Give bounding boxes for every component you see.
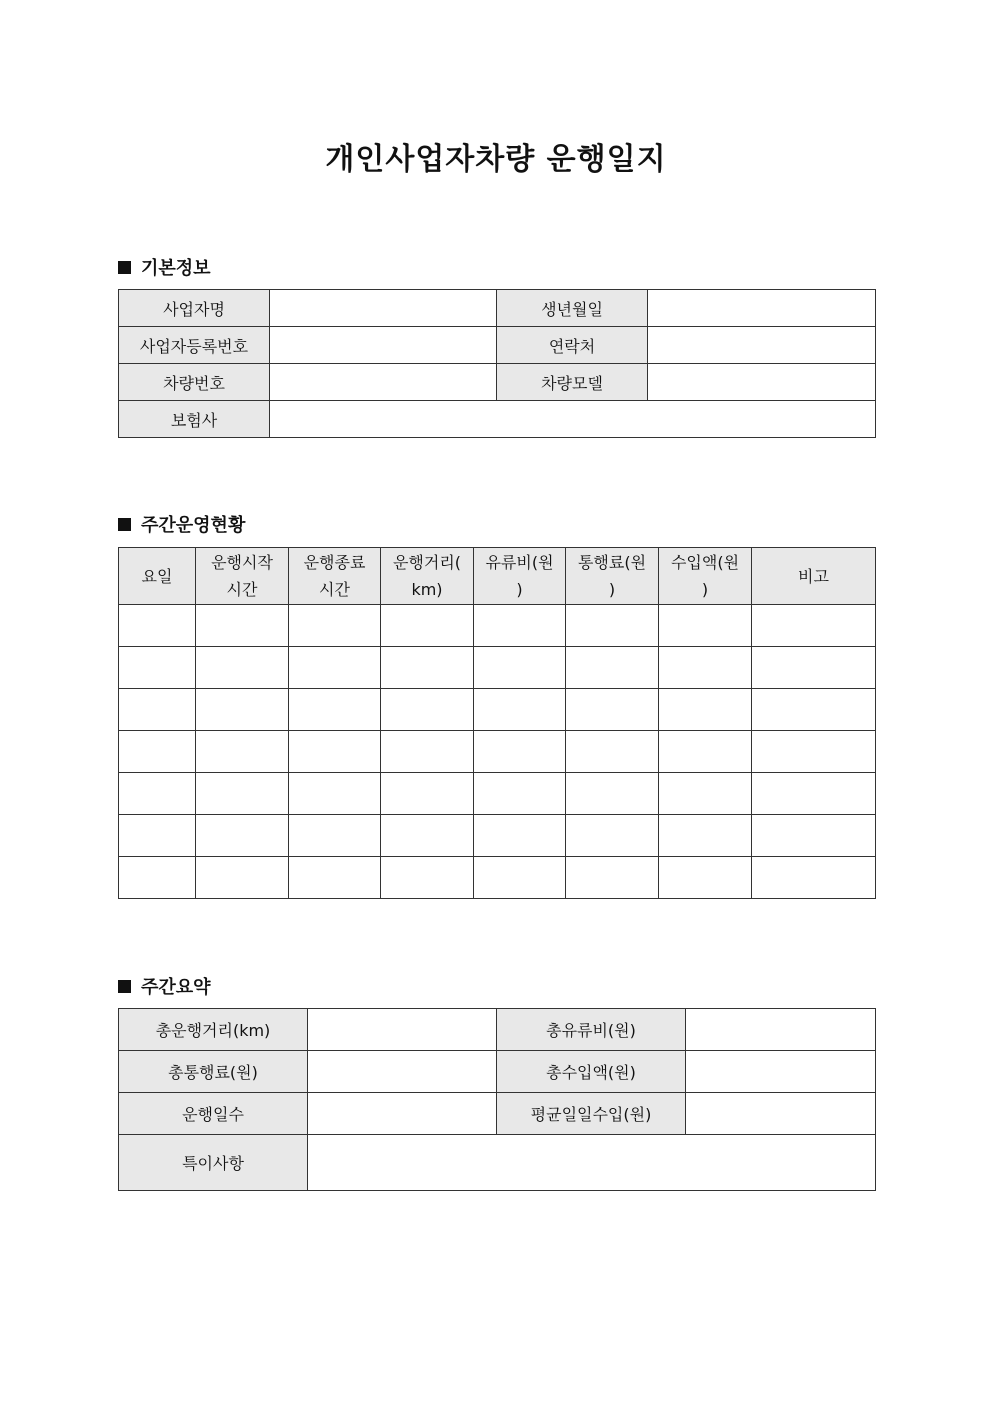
header-text: 운행거리( — [392, 553, 462, 572]
table-row — [119, 773, 876, 815]
weekly-entry-cell[interactable] — [659, 857, 752, 899]
label-reg-number: 사업자등록번호 — [119, 327, 270, 364]
business-name-field[interactable] — [270, 290, 497, 327]
weekly-entry-cell[interactable] — [474, 605, 566, 647]
header-text: ) — [701, 580, 709, 599]
weekly-summary-table — [118, 1008, 876, 1191]
square-bullet-icon — [118, 518, 131, 531]
weekly-header-cell — [196, 548, 289, 605]
weekly-entry-cell[interactable] — [196, 605, 289, 647]
header-text: ) — [608, 580, 616, 599]
total-distance-field[interactable] — [308, 1009, 497, 1051]
weekly-header-cell — [752, 548, 876, 605]
weekly-entry-cell[interactable] — [119, 689, 196, 731]
label-total-income: 총수입액(원) — [497, 1051, 686, 1093]
weekly-entry-cell[interactable] — [752, 647, 876, 689]
label-car-number: 차량번호 — [119, 364, 270, 401]
weekly-entry-cell[interactable] — [752, 857, 876, 899]
header-text: 유류비(원 — [485, 553, 554, 572]
section-title: 주간요약 — [141, 977, 211, 998]
weekly-entry-cell[interactable] — [752, 689, 876, 731]
square-bullet-icon — [118, 261, 131, 274]
total-fuel-field[interactable] — [686, 1009, 876, 1051]
weekly-entry-cell[interactable] — [119, 773, 196, 815]
table-row — [119, 689, 876, 731]
car-model-field[interactable] — [648, 364, 876, 401]
header-text: 통행료(원 — [577, 553, 647, 572]
label-remarks: 특이사항 — [119, 1135, 308, 1191]
weekly-entry-cell[interactable] — [289, 731, 381, 773]
total-toll-field[interactable] — [308, 1051, 497, 1093]
weekly-entry-cell[interactable] — [659, 689, 752, 731]
weekly-entry-cell[interactable] — [659, 773, 752, 815]
weekly-entry-cell[interactable] — [196, 731, 289, 773]
weekly-entry-cell[interactable] — [474, 647, 566, 689]
weekly-entry-cell[interactable] — [289, 857, 381, 899]
reg-number-field[interactable] — [270, 327, 497, 364]
label-contact: 연락처 — [497, 327, 648, 364]
weekly-header-cell — [566, 548, 659, 605]
header-text: ) — [516, 580, 523, 599]
weekly-entry-cell[interactable] — [196, 857, 289, 899]
weekly-entry-cell[interactable] — [566, 773, 659, 815]
weekly-entry-cell[interactable] — [381, 731, 474, 773]
table-row — [119, 605, 876, 647]
header-text: 운행종료 — [303, 553, 366, 572]
weekly-header-cell — [381, 548, 474, 605]
weekly-entry-cell[interactable] — [119, 647, 196, 689]
birth-date-field[interactable] — [648, 290, 876, 327]
contact-field[interactable] — [648, 327, 876, 364]
header-text: 비고 — [798, 566, 829, 586]
label-total-distance: 총운행거리(km) — [119, 1009, 308, 1051]
weekly-entry-cell[interactable] — [289, 815, 381, 857]
weekly-entry-cell[interactable] — [474, 815, 566, 857]
weekly-entry-cell[interactable] — [659, 647, 752, 689]
header-text: 시간 — [319, 580, 350, 599]
weekly-entry-cell[interactable] — [659, 605, 752, 647]
weekly-entry-cell[interactable] — [381, 773, 474, 815]
remarks-field[interactable] — [308, 1135, 876, 1191]
page-title: 개인사업자차량 운행일지 — [325, 142, 667, 177]
table-row — [119, 647, 876, 689]
car-number-field[interactable] — [270, 364, 497, 401]
weekly-entry-cell[interactable] — [659, 731, 752, 773]
section-heading-weekly — [118, 511, 245, 537]
weekly-entry-cell[interactable] — [289, 689, 381, 731]
section-heading-summary — [118, 973, 211, 999]
label-avg-daily-income: 평균일일수입(원) — [497, 1093, 686, 1135]
weekly-entry-cell[interactable] — [196, 689, 289, 731]
weekly-entry-cell[interactable] — [474, 857, 566, 899]
weekly-entry-cell[interactable] — [119, 815, 196, 857]
driving-days-field[interactable] — [308, 1093, 497, 1135]
weekly-entry-cell[interactable] — [474, 773, 566, 815]
weekly-entry-cell[interactable] — [381, 647, 474, 689]
basic-info-table — [118, 289, 876, 438]
weekly-entry-cell[interactable] — [119, 731, 196, 773]
weekly-operation-table — [118, 547, 876, 899]
square-bullet-icon — [118, 980, 131, 993]
weekly-header-cell — [289, 548, 381, 605]
weekly-header-cell — [119, 548, 196, 605]
weekly-entry-cell[interactable] — [566, 647, 659, 689]
weekly-entry-cell[interactable] — [196, 647, 289, 689]
weekly-entry-cell[interactable] — [196, 815, 289, 857]
weekly-entry-cell[interactable] — [381, 689, 474, 731]
weekly-entry-cell[interactable] — [381, 857, 474, 899]
weekly-entry-cell[interactable] — [752, 815, 876, 857]
header-text: 운행시작 — [211, 553, 273, 572]
weekly-entry-cell[interactable] — [566, 857, 659, 899]
weekly-entry-cell[interactable] — [381, 815, 474, 857]
weekly-entry-cell[interactable] — [289, 773, 381, 815]
header-text: 수입액(원 — [670, 553, 740, 572]
weekly-entry-cell[interactable] — [752, 731, 876, 773]
weekly-header-cell — [659, 548, 752, 605]
label-total-fuel: 총유류비(원) — [497, 1009, 686, 1051]
weekly-entry-cell[interactable] — [196, 773, 289, 815]
weekly-entry-cell[interactable] — [659, 815, 752, 857]
label-driving-days: 운행일수 — [119, 1093, 308, 1135]
header-text: 시간 — [226, 580, 258, 599]
label-birth-date: 생년월일 — [497, 290, 648, 327]
weekly-entry-cell[interactable] — [381, 605, 474, 647]
weekly-header-cell — [474, 548, 566, 605]
weekly-entry-cell[interactable] — [566, 731, 659, 773]
label-total-toll: 총통행료(원) — [119, 1051, 308, 1093]
weekly-entry-cell[interactable] — [566, 815, 659, 857]
weekly-entry-cell[interactable] — [119, 857, 196, 899]
header-text: km) — [411, 580, 443, 599]
avg-daily-income-field[interactable] — [686, 1093, 876, 1135]
section-title: 주간운영현황 — [141, 515, 246, 536]
weekly-entry-cell[interactable] — [474, 689, 566, 731]
label-business-name: 사업자명 — [119, 290, 270, 327]
weekly-entry-cell[interactable] — [474, 731, 566, 773]
table-row — [119, 857, 876, 899]
total-income-field[interactable] — [686, 1051, 876, 1093]
weekly-entry-cell[interactable] — [752, 605, 876, 647]
insurer-field[interactable] — [270, 401, 876, 438]
label-car-model: 차량모델 — [497, 364, 648, 401]
table-row — [119, 731, 876, 773]
weekly-entry-cell[interactable] — [566, 605, 659, 647]
header-text: 요일 — [141, 566, 173, 586]
section-title: 기본정보 — [141, 258, 211, 279]
table-row — [119, 815, 876, 857]
section-heading-basic — [118, 254, 211, 280]
weekly-entry-cell[interactable] — [289, 605, 381, 647]
weekly-entry-cell[interactable] — [752, 773, 876, 815]
weekly-entry-cell[interactable] — [566, 689, 659, 731]
weekly-entry-cell[interactable] — [119, 605, 196, 647]
weekly-entry-cell[interactable] — [289, 647, 381, 689]
label-insurer: 보험사 — [119, 401, 270, 438]
